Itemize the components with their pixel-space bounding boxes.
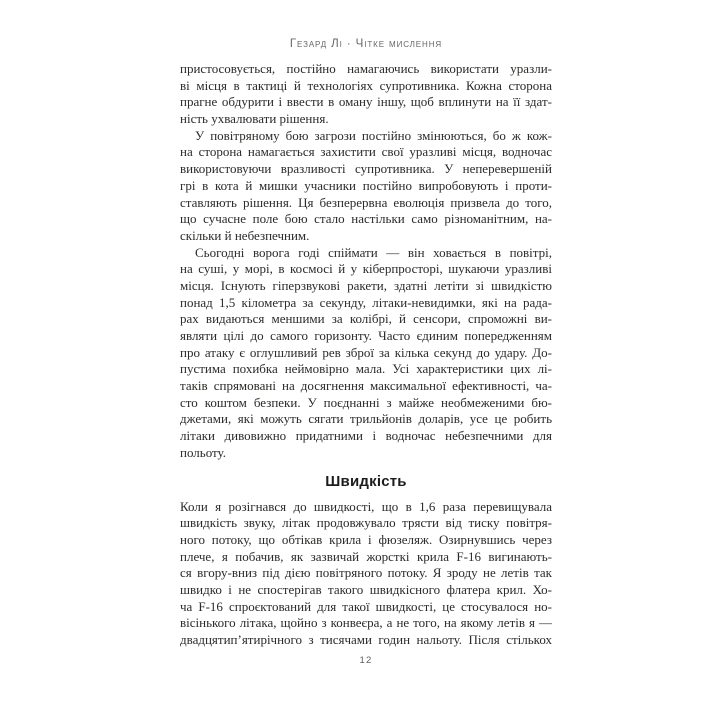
text-line: ча F-16 спроєктований для такої швидкості, це стосувалося но- <box>180 598 552 614</box>
text-line: ставляють рішення. Ця безперервна еволюція призвела до того, <box>180 194 552 210</box>
body-before-heading <box>180 61 552 462</box>
text-line: грі в кота й мишки учасники постійно випробовують і проти- <box>180 177 552 193</box>
text-line: польоту. <box>180 444 226 460</box>
text-line: Коли я розігнався до швидкості, що в 1,6 раза перевищувала <box>180 498 552 514</box>
text-line: пустима похибка неймовірно мала. Усі характеристики цих лі- <box>180 361 552 377</box>
text-line: рах видаються меншими за колібрі, й сенсори, спроможні ви- <box>180 311 552 327</box>
text-line: ві місця в тактиці й технологіях супротивника. Кожна сторона <box>180 77 552 93</box>
text-line: скільки й небезпечним. <box>180 227 310 243</box>
text-line: ність ухвалювати рішення. <box>180 111 329 127</box>
text-line: джетами, які можуть сягати трильйонів доларів, усе це робить <box>180 411 552 427</box>
text-column <box>180 61 552 649</box>
text-line: У повітряному бою загрози постійно змінюються, бо ж кож- <box>195 127 552 143</box>
text-line: плече, я побачив, як зазвичай жорсткі крила F-16 вигинають- <box>180 548 552 564</box>
page-number: 12 <box>359 655 373 666</box>
text-line: ного потоку, що обтікав крила і фюзеляж. Озирнувшись через <box>180 531 552 547</box>
text-line: використовуючи вразливості супротивника. У неперевершеній <box>180 161 552 177</box>
text-line: що сучасне поле бою стало настільки само різноманітним, на- <box>180 211 552 227</box>
text-line: сто коштом безпеки. У поєднанні з майже необмеженими бю- <box>180 394 552 410</box>
text-line: понад 1,5 кілометра за секунду, літаки-невидимки, які на рада- <box>180 294 552 310</box>
text-line: двадцятип’ятирічного з тисячами годин нальоту. Після стількох <box>180 632 552 647</box>
text-line: являти цілі до самого горизонту. Часто єдиним попередженням <box>180 328 552 343</box>
paragraph <box>180 245 552 462</box>
text-line: швидко і не спостерігав такого швидкісного флатера крил. Хо- <box>180 581 552 597</box>
paragraph <box>180 128 552 245</box>
text-line: таків спрямовані на досягнення максимальної ефективності, ча- <box>180 378 552 394</box>
text-line: Сьогодні ворога годі спіймати — він ховається в повітрі, <box>195 244 552 260</box>
text-line: місця. Існують гіперзвукові ракети, здатні летіти зі швидкістю <box>180 277 552 293</box>
text-line: на сторона намагається захистити свої уразливі місця, водночас <box>180 144 552 160</box>
text-line: на суші, у морі, в космосі й у кіберпросторі, шукаючи уразливі <box>180 261 552 277</box>
paragraph <box>180 61 552 128</box>
text-line: літаки дивовижно придатними і водночас небезпечними для <box>180 428 552 444</box>
running-header: Гезард Лі · Чітке мислення <box>289 38 443 50</box>
section-heading: Швидкість <box>325 472 407 490</box>
paragraph <box>180 499 552 649</box>
text-line: прагне обдурити і ввести в оману іншу, щоб вплинути на її здат- <box>180 94 552 110</box>
text-line: про атаку є оглушливий рев зброї за кілька секунд до удару. До- <box>180 344 552 360</box>
text-line: ся вгору-вниз під дією повітряного потоку. Я зроду не летів так <box>180 565 552 581</box>
body-after-heading <box>180 499 552 649</box>
text-line: пристосовується, постійно намагаючись використати уразли- <box>180 61 552 76</box>
text-line: вісінького літака, щойно з конвеєра, а не того, на якому летів я — <box>180 615 552 631</box>
text-line: швидкість звуку, літак продовжувало трясти від тиску повітря- <box>180 515 552 531</box>
